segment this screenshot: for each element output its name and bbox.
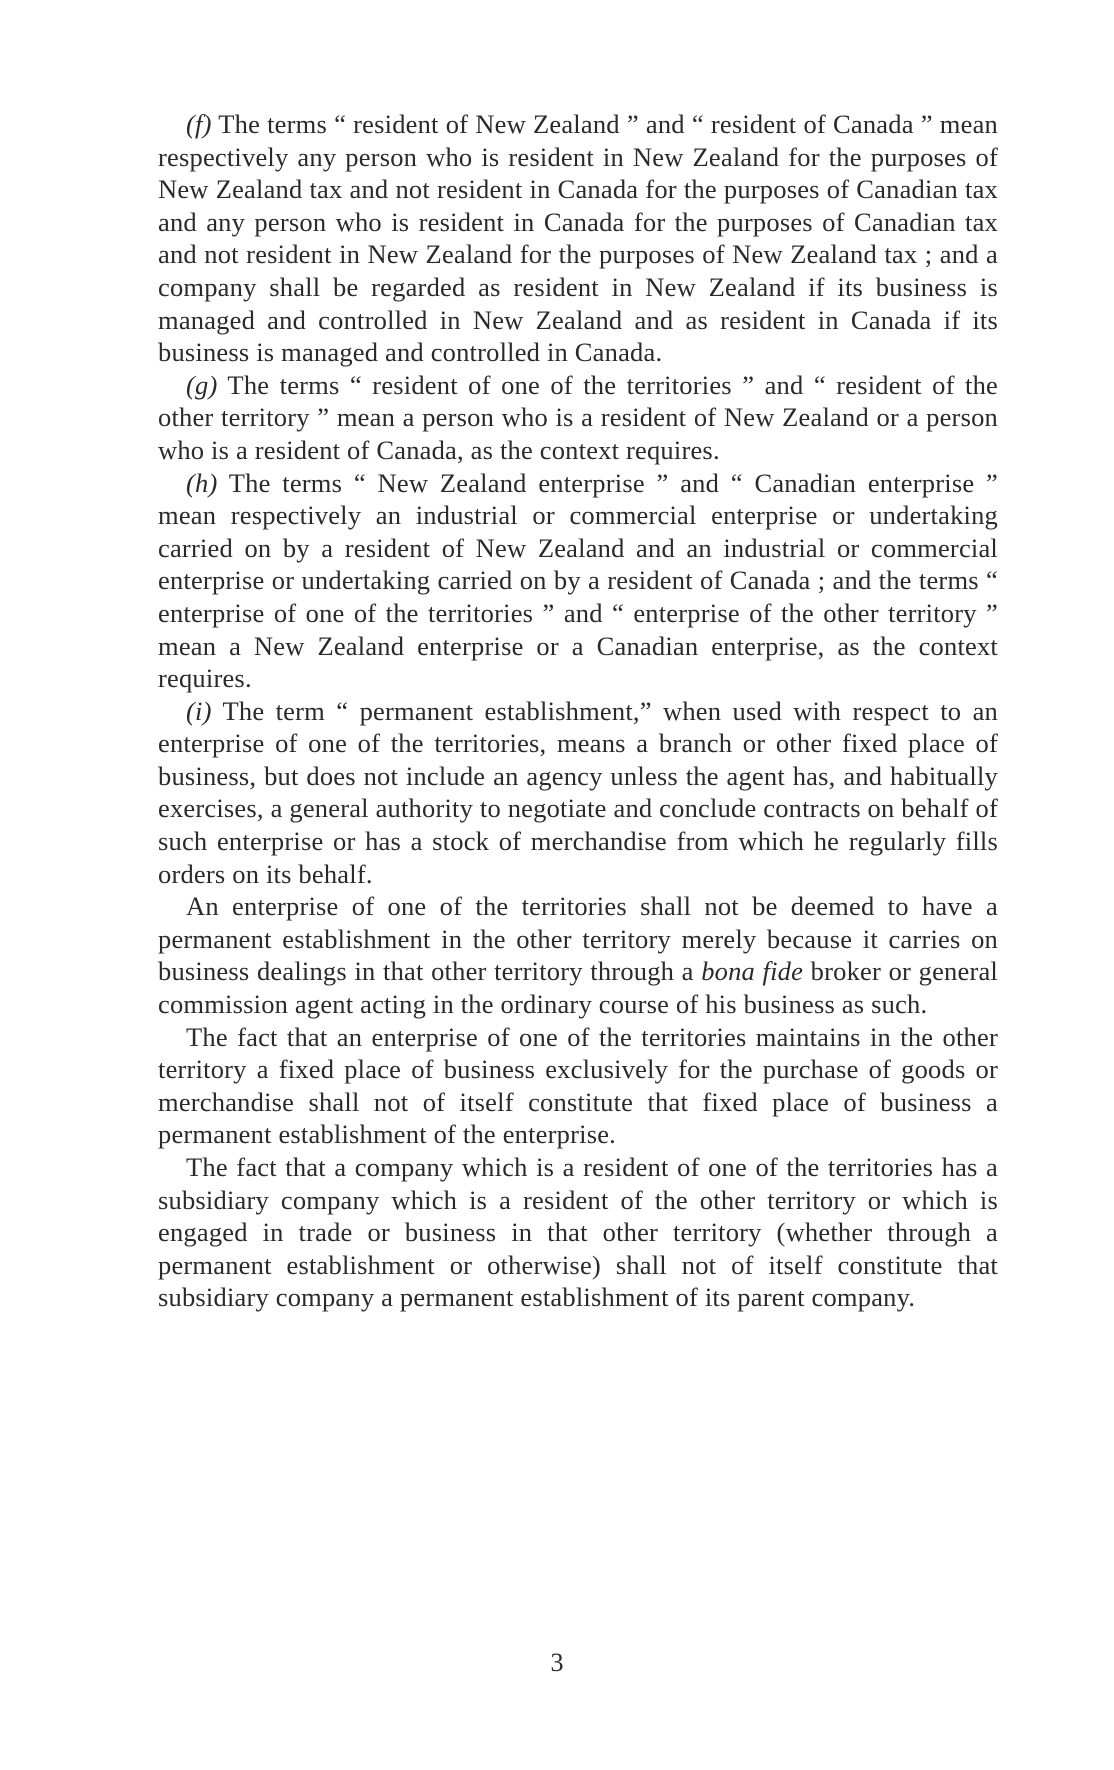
- paragraph-text: The terms “ resident of New Zealand ” and “ resident of Canada ” mean respectively any person who is resident in New Zealand for the purposes of New Zealand tax and not resident in Canada for the purposes of Canadian tax and any person who is resident in Canada for the purposes of Canadian tax and not resident in New Zealand for the purposes of New Zealand tax ; and a company shall be regarded as resident in New Zealand if its business is managed and controlled in New Zealand and as resident in Canada if its business is managed and controlled in Canada.: [158, 109, 998, 368]
- paragraph-text: The terms “ New Zealand enterprise ” and “ Canadian enterprise ” mean respectively an industrial or commercial enterprise or undertaking carried on by a resident of New Zealand and an industrial or commercial enterprise or undertaking carried on by a resident of Canada ; and the terms “ enterprise of one of the territories ” and “ enterprise of the other territory ” mean a New Zealand enterprise or a Canadian enterprise, as the context requires.: [158, 467, 998, 694]
- clause-label: (h): [186, 467, 218, 498]
- paragraph-italic-term: bona fide: [701, 956, 804, 987]
- clause-label: (g): [186, 369, 218, 400]
- paragraph-f: [158, 108, 998, 369]
- document-body: [158, 108, 998, 1314]
- paragraph-h: [158, 467, 998, 695]
- paragraph-agency: [158, 890, 998, 1020]
- page-number: 3: [550, 1648, 564, 1677]
- paragraph-i: [158, 695, 998, 891]
- paragraph-subsidiary: [158, 1151, 998, 1314]
- paragraph-text: The fact that a company which is a resident of one of the territories has a subsidiary company which is a resident of the other territory or which is engaged in trade or business in that other territory (whether through a permanent establishment or otherwise) shall not of itself constitute that subsidiary company a permanent establishment of its parent company.: [158, 1152, 998, 1313]
- paragraph-text: The fact that an enterprise of one of the territories maintains in the other territory a fixed place of business exclusively for the purchase of goods or merchandise shall not of itself constitute that fixed place of business a permanent establishment of the enterprise.: [158, 1021, 998, 1150]
- clause-label: (i): [186, 695, 212, 726]
- paragraph-g: [158, 369, 998, 467]
- paragraph-text: The term “ permanent establishment,” when used with respect to an enterprise of one of the territories, means a branch or other fixed place of business, but does not include an agency unless the agent has, and habitually exercises, a general authority to negotiate and conclude contracts on behalf of such enterprise or has a stock of merchandise from which he regularly fills orders on its behalf.: [158, 695, 998, 889]
- paragraph-purchase: [158, 1021, 998, 1151]
- paragraph-text: broker or general commission agent acting in the ordinary course of his business as such.: [158, 956, 998, 1020]
- paragraph-text: An enterprise of one of the territories shall not be deemed to have a permanent establishment in the other territory merely because it carries on business dealings in that other territory through a: [158, 891, 998, 987]
- paragraph-text: The terms “ resident of one of the territories ” and “ resident of the other territory ” mean a person who is a resident of New Zealand or a person who is a resident of Canada, as the context requires.: [158, 369, 998, 465]
- clause-label: (f): [186, 109, 212, 139]
